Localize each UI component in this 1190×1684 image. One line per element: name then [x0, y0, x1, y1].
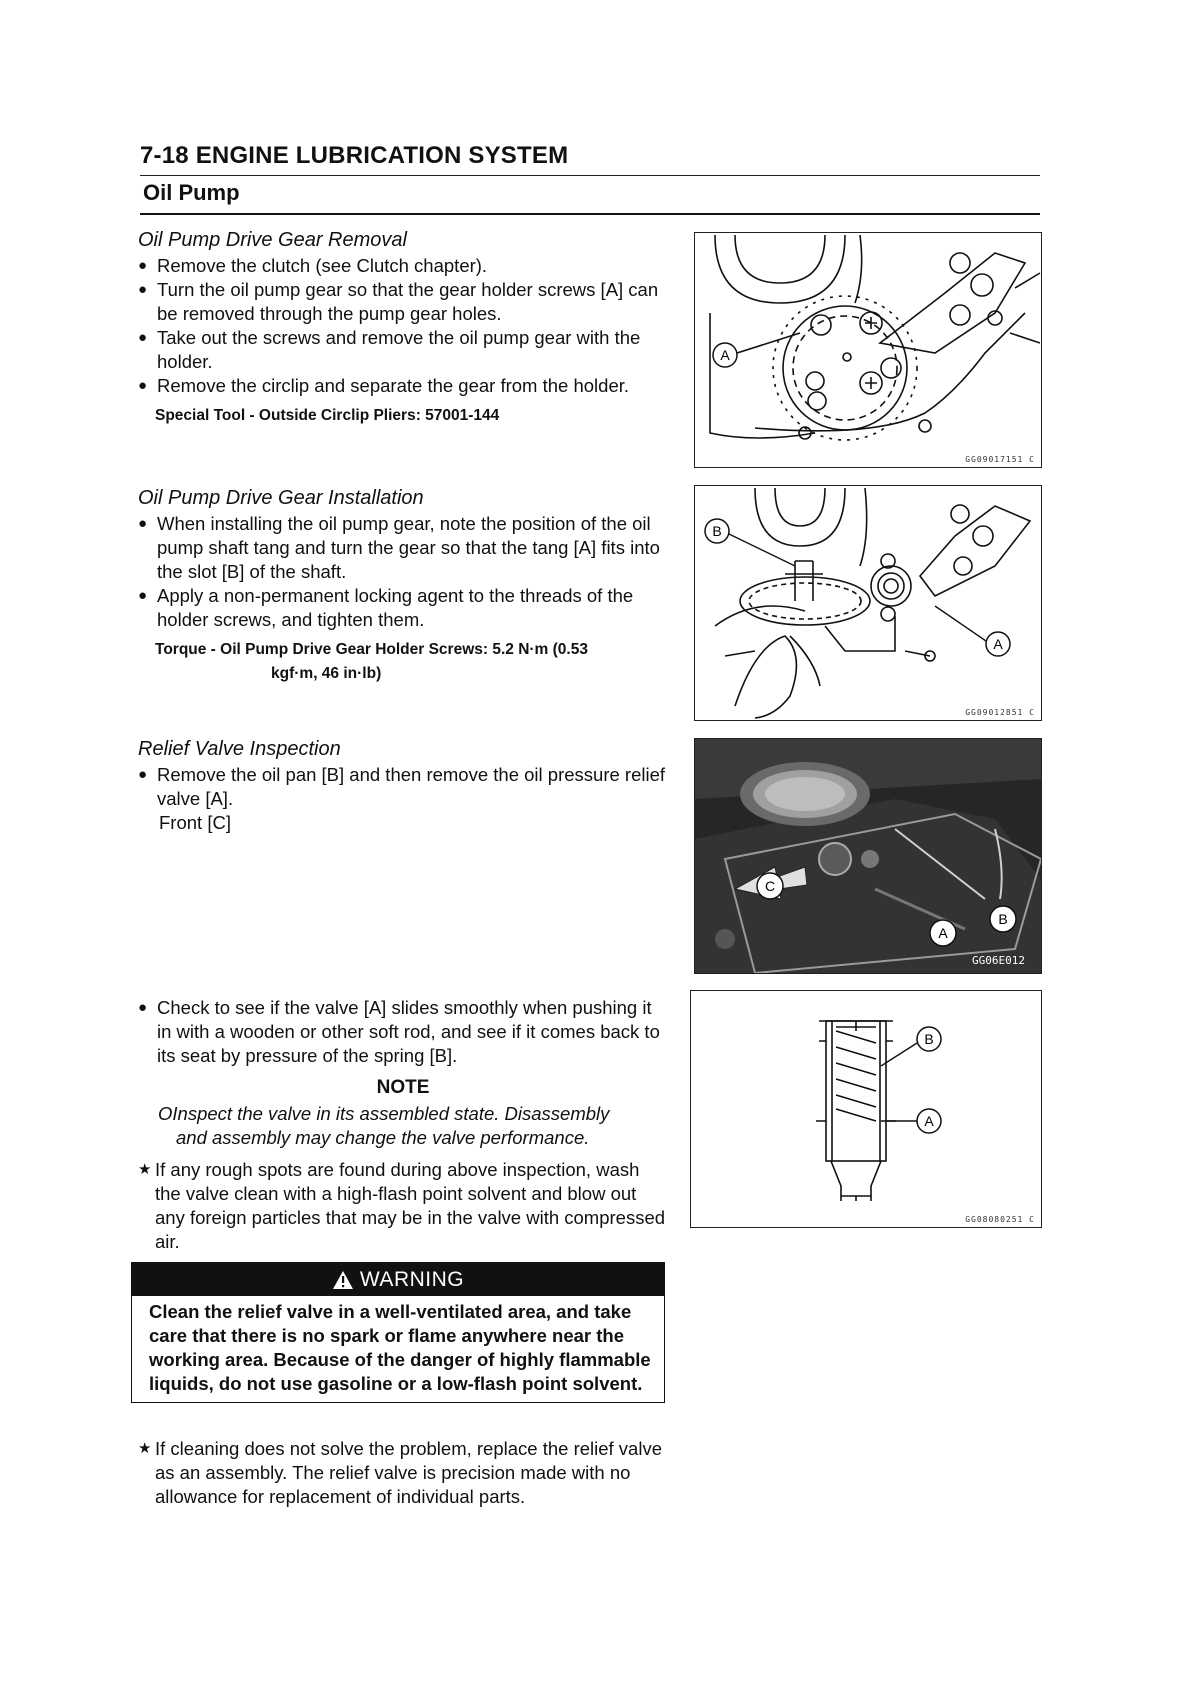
if-cleaning-fails: ★ If cleaning does not solve the problem, replace the relief valve as an assembly. The relief valve is precision made with no allowance for replacement of individual parts. — [138, 1437, 668, 1509]
fig2-code: GG09012851 C — [965, 708, 1035, 717]
installation-block — [138, 486, 668, 686]
warning-text: Clean the relief valve in a well-ventilated area, and take care that there is no spark or flame anywhere near the working area. Because of the danger of highly flammable liquids, do not use gasoline or a low-flash point solvent. — [149, 1301, 651, 1394]
installation-step-2: ● Apply a non-permanent locking agent to the threads of the holder screws, and tighten them. — [138, 584, 668, 632]
fig3-label-a: A — [938, 925, 948, 941]
torque-line-2: kgf·m, 46 in·lb) — [271, 665, 382, 682]
special-tool: Special Tool - Outside Circlip Pliers: 57001-144 — [155, 407, 500, 424]
warning-header — [132, 1263, 664, 1296]
figure-oil-pan-photo — [694, 738, 1042, 974]
removal-step-4: ● Remove the circlip and separate the gear from the holder. — [138, 374, 668, 398]
gear-removal-drawing — [695, 233, 1041, 467]
fig3-label-b: B — [998, 911, 1008, 927]
relief-heading: Relief Valve Inspection — [138, 738, 341, 760]
fig1-code: GG09017151 C — [965, 455, 1035, 464]
relief-block — [138, 737, 668, 835]
check-block — [138, 996, 668, 1254]
torque-line-1: Torque - Oil Pump Drive Gear Holder Screws: 5.2 N·m (0.53 — [155, 641, 588, 658]
warning-triangle-icon — [332, 1270, 354, 1290]
relief-front: Front [C] — [159, 812, 231, 833]
note-text-2: and assembly may change the valve performance. — [176, 1127, 590, 1148]
gear-installation-drawing — [695, 486, 1041, 720]
note-text-1: OInspect the valve in its assembled state. Disassembly — [158, 1103, 610, 1124]
fig4-label-b: B — [924, 1031, 934, 1047]
figure-gear-removal — [694, 232, 1042, 468]
if-rough-spots: ★ If any rough spots are found during above inspection, wash the valve clean with a high-flash point solvent and blow out any foreign particles that may be in the valve with compressed air. — [138, 1158, 668, 1254]
fig2-label-b: B — [712, 523, 722, 539]
installation-heading: Oil Pump Drive Gear Installation — [138, 487, 424, 509]
relief-valve-drawing — [691, 991, 1041, 1227]
fig1-label-a: A — [720, 347, 730, 363]
fig4-label-a: A — [924, 1113, 934, 1129]
removal-step-1: ● Remove the clutch (see Clutch chapter). — [138, 254, 668, 278]
removal-step-2: ● Turn the oil pump gear so that the gear holder screws [A] can be removed through the pump gear holes. — [138, 278, 668, 326]
relief-step-1: ● Remove the oil pan [B] and then remove the oil pressure relief valve [A]. — [138, 763, 668, 811]
warning-box — [131, 1262, 665, 1403]
fig2-label-a: A — [993, 636, 1003, 652]
fig3-label-c: C — [764, 878, 776, 894]
installation-step-1: ● When installing the oil pump gear, note the position of the oil pump shaft tang and turn the gear so that the tang [A] fits into the slot [B] of the shaft. — [138, 512, 668, 584]
final-block — [138, 1437, 668, 1509]
torque-spec — [155, 638, 668, 686]
warning-title: WARNING — [359, 1268, 465, 1291]
section-rule — [140, 213, 1040, 215]
fig4-code: GG08080251 C — [965, 1215, 1035, 1224]
note-heading: NOTE — [376, 1077, 430, 1098]
removal-step-3: ● Take out the screws and remove the oil pump gear with the holder. — [138, 326, 668, 374]
figure-gear-installation — [694, 485, 1042, 721]
section-title: Oil Pump — [143, 180, 240, 205]
fig3-code: GG06E012 — [972, 954, 1025, 967]
figure-relief-valve — [690, 990, 1042, 1228]
relief-step-2: ● Check to see if the valve [A] slides smoothly when pushing it in with a wooden or other soft rod, and see if it comes back to its seat by pressure of the spring [B]. — [138, 996, 668, 1068]
removal-block — [138, 228, 668, 428]
title-rule — [140, 175, 1040, 176]
page-title: 7-18 ENGINE LUBRICATION SYSTEM — [140, 142, 569, 169]
oil-pan-photo — [695, 739, 1041, 973]
removal-heading: Oil Pump Drive Gear Removal — [138, 229, 407, 251]
